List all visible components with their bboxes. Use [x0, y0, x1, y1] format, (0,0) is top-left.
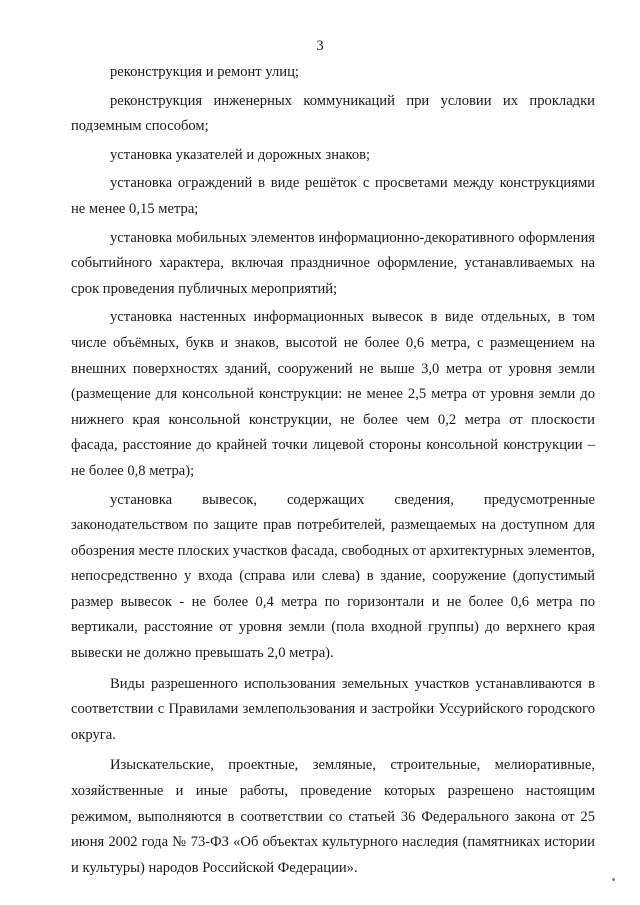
paragraph-fences: установка ограждений в виде решёток с просветами между конструкциями не менее 0,15 метра; — [71, 175, 595, 217]
document-body — [71, 60, 595, 881]
paragraph-wall-signs: установка настенных информационных вывесок в виде отдельных, в том числе объёмных, букв и знаков, высотой не более 0,6 метра, с размещением на внешних поверхностях зданий, сооружений не выше 3,0 метра от уровня земли (размещение для консольной конструкции: не менее 2,5 метра от уровня земли до нижнего края консольной конструкции, не более чем 0,2 метра от плоскости фасада, расстояние до крайней точки лицевой стороны консольной конструкции – не более 0,8 метра); — [71, 309, 595, 479]
paragraph-mobile-elements: установка мобильных элементов информационно-декоративного оформления событийного характера, включая праздничное оформление, устанавливаемых на срок проведения публичных мероприятий; — [71, 229, 595, 297]
page-number: 3 — [316, 38, 324, 54]
paragraph-street-reconstruction: реконструкция и ремонт улиц; — [110, 64, 299, 80]
scan-dot — [612, 878, 615, 881]
paragraph-works-regulation: Изыскательские, проектные, земляные, строительные, мелиоративные, хозяйственные и иные работы, проведение которых разрешено настоящим режимом, выполняются в соответствии со статьей 36 Федерального закона от 25 июня 2002 года № 73-ФЗ «Об объектах культурного наследия (памятниках истории и культуры) народов Российской Федерации». — [71, 757, 595, 876]
paragraph-consumer-signs: установка вывесок, содержащих сведения, предусмотренные законодательством по защите прав потребителей, размещаемых на доступном для обозрения месте плоских участков фасада, свободных от архитектурных элементов, непосредственно у входа (справа или слева) в здание, сооружение (допустимый размер вывесок - не более 0,4 метра по горизонтали и не более 0,6 метра по вертикали, расстояние от уровня земли (пола входной группы) до верхнего края вывески не должно превышать 2,0 метра). — [71, 491, 595, 662]
paragraph-land-use: Виды разрешенного использования земельных участков устанавливаются в соответствии с Правилами землепользования и застройки Уссурийского городского округа. — [71, 675, 595, 743]
paragraph-road-signs: установка указателей и дорожных знаков; — [110, 146, 371, 163]
paragraph-utilities-reconstruction: реконструкция инженерных коммуникаций при условии их прокладки подземным способом; — [71, 92, 595, 135]
